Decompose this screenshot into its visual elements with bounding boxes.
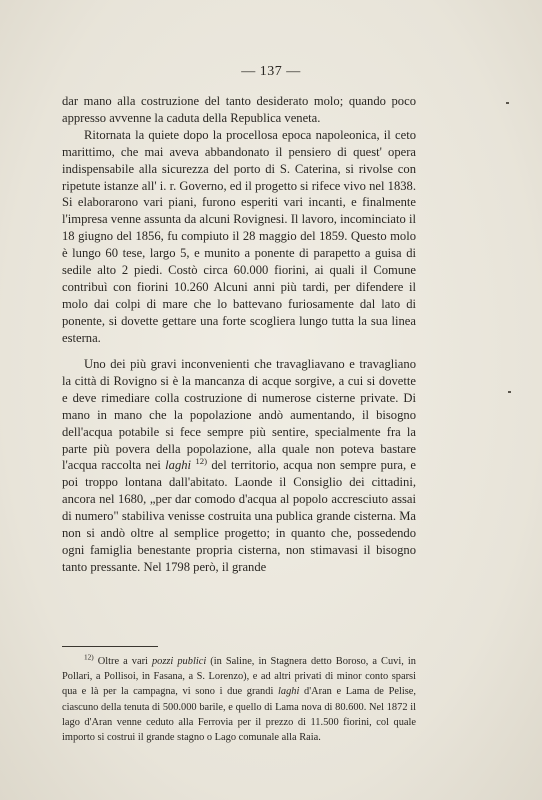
italic-pozzi-publici: pozzi publici [151, 656, 207, 667]
paragraph-acque [62, 356, 416, 576]
footnote-text-a: Oltre a vari [93, 656, 152, 667]
footnote-marker: 12) [84, 653, 94, 662]
footnote-text [62, 654, 416, 745]
text-block-bottom [62, 356, 416, 576]
footnote-text-c: d'Aran e Lama de Pelise, ciascuno della tenuta di 500.000 barile, e quello di Lama nova di 80.600. Nel 1872 il lago d'Aran venne ceduto alla Ferrovia per il prezzo di 11.500 fiorini, col quale importo si costrui il grande stagno o Lago comunale alla Raia. [62, 686, 416, 744]
text-block-top [62, 93, 416, 347]
footnote-divider [62, 646, 158, 647]
footnote [62, 654, 416, 745]
footnote-reference: 12) [195, 456, 208, 467]
italic-laghi: laghi [165, 458, 192, 473]
page-number: — 137 — [241, 64, 301, 79]
paragraph-acque-text-b: del territorio, acqua non sempre pura, e poi troppo lontana dall'abitato. Laonde il Consiglio dei cittadini, ancora nel 1680, „per dar comodo d'acqua al popolo accresciuto assai di numero" stabiliva venisse costruita una publica grande cisterna. Ma non si andò oltre al semplice progetto; in quanto che, possedendo ogni famiglia benestante propria cisterna, non stimavasi il bisogno tanto pressante. Nel 1798 però, il grande [62, 458, 416, 574]
paragraph-continuation: dar mano alla costruzione del tanto desiderato molo; quando poco appresso avvenne la caduta della Republica veneta. [62, 94, 416, 125]
speck-mark [506, 102, 509, 104]
paragraph-molo: Ritornata la quiete dopo la procellosa epoca napoleonica, il ceto marittimo, che mai aveva abbandonato il pensiero di quest' opera indispensabile alla sicurezza del porto di S. Caterina, si rivolse con ripetute istanze all' i. r. Governo, ed il progetto si rifece vivo nel 1838. Si elaborarono vari piani, furono esperiti vari incanti, e finalmente l'impresa venne assunta da alcuni Rovignesi. Il lavoro, incominciato il 18 giugno del 1856, fu compiuto il 28 maggio del 1859. Questo molo è lungo 60 tese, largo 5, e munito a ponente di parapetto a guisa di sedile alto 2 piedi. Costò circa 60.000 fiorini, ai quali il Comune contribuì con fiorini 10.260 Alcuni anni più tardi, per difendere il molo dai colpi di mare che lo battevano furiosamente dal lato di ponente, si dovette gettare una forte scogliera lungo tutta la sua linea esterna. [62, 127, 416, 345]
italic-laghi-footnote: laghi [278, 686, 300, 698]
speck-mark [508, 391, 511, 393]
paragraph-acque-text-a: Uno dei più gravi inconvenienti che travagliavano e travagliano la città di Rovigno si è la mancanza di acque sorgive, a cui si dovette e deve rimediare colla costruzione di numerose cisterne private. Di mano in mano che la popolazione andò aumentando, il bisogno dell'acqua potabile si fece sempre più sentire, specialmente fra la parte più povera della popolazione, alla quale non poteva bastare l'acqua raccolta nei [62, 357, 416, 473]
footnote-text-b: (in Saline, in Stagnera detto Boroso, a Cuvi, in Pollari, a Pollisoi, in Fasana, a S. Lorenzo), e ad altri privati di minor conto sparsi qua e là per la campagna, vi sono i due grandi [62, 656, 416, 698]
